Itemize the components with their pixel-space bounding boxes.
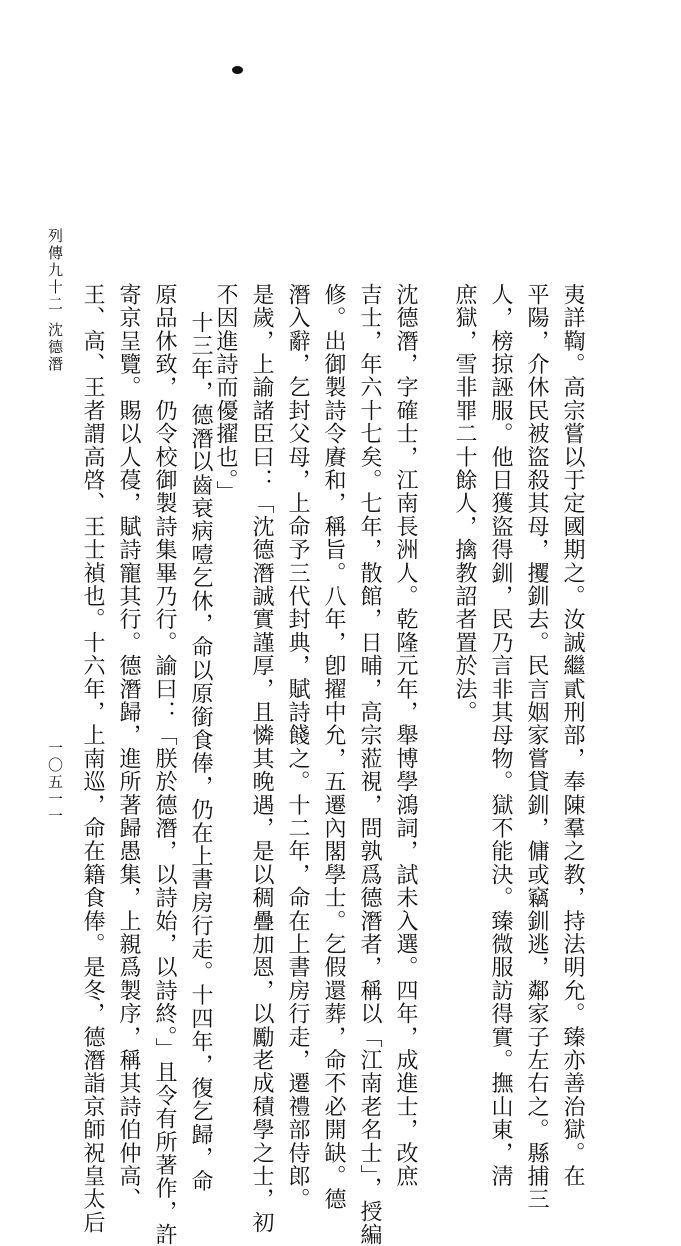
text-column: 潛入辭，乞封父母，上命予三代封典，賦詩餞之。十二年，命在上書房行走，遷禮部侍郎。 — [285, 283, 310, 1211]
text-column: 夷詳鞫。高宗嘗以于定國期之。汝誠繼貳刑部，奉陳羣之教，持法明允。臻亦善治獄。在 — [560, 283, 585, 1188]
text-column: 吉士，年六十七矣。七年，散館，日晡，高宗蒞視，問孰爲德潛者，稱以「江南老名士」，授編 — [357, 283, 382, 1246]
text-column: 人，榜掠誣服。他日獲盜得釧，民乃言非其母物。獄不能決。臻微服訪得實。撫山東，淸 — [488, 283, 513, 1188]
text-column: 原品休致，仍令校御製詩集畢乃行。諭曰：「朕於德潛，以詩始，以詩終。」且令有所著作，許 — [152, 283, 177, 1246]
text-column: 庶獄，雪非罪二十餘人，擒教詔者置於法。 — [452, 283, 477, 724]
page-number: 一〇五一一 — [46, 740, 64, 825]
text-column: 十三年，德潛以齒衰病噎乞休，命以原銜食俸，仍在上書房行走。十四年，復乞歸，命 — [188, 311, 213, 1193]
ink-mark — [232, 66, 243, 74]
text-column: 寄京呈覽。賜以人葠，賦詩寵其行。德潛歸，進所著歸愚集，上親爲製序，稱其詩伯仲高、 — [116, 283, 141, 1211]
text-column: 修。出御製詩令賡和，稱旨。八年，卽擢中允，五遷內閣學士。乞假還葬，命不必開缺。德 — [321, 283, 346, 1211]
running-header-section: 列傳九十二 — [46, 228, 64, 313]
text-column: 是歲，上諭諸臣曰：「沈德潛誠實謹厚，且憐其晚遇，是以稠疊加恩，以勵老成積學之士，初 — [249, 283, 274, 1235]
running-header-name: 沈德潛 — [46, 322, 64, 373]
text-column: 不因進詩而優擢也。」 — [213, 283, 238, 504]
text-column: 平陽，介休民被盜殺其母，攫釧去。民言姻家嘗貸釧，傭或竊釧逃，鄰家子左右之。縣捕三 — [524, 283, 549, 1211]
text-column: 沈德潛，字確士，江南長洲人。乾隆元年，舉博學鴻詞，試未入選。四年，成進士，改庶 — [393, 283, 418, 1188]
text-column: 王、高、王者謂高啓、王士禎也。十六年，上南巡，命在籍食俸。是冬，德潛詣京師祝皇太后 — [80, 283, 105, 1235]
